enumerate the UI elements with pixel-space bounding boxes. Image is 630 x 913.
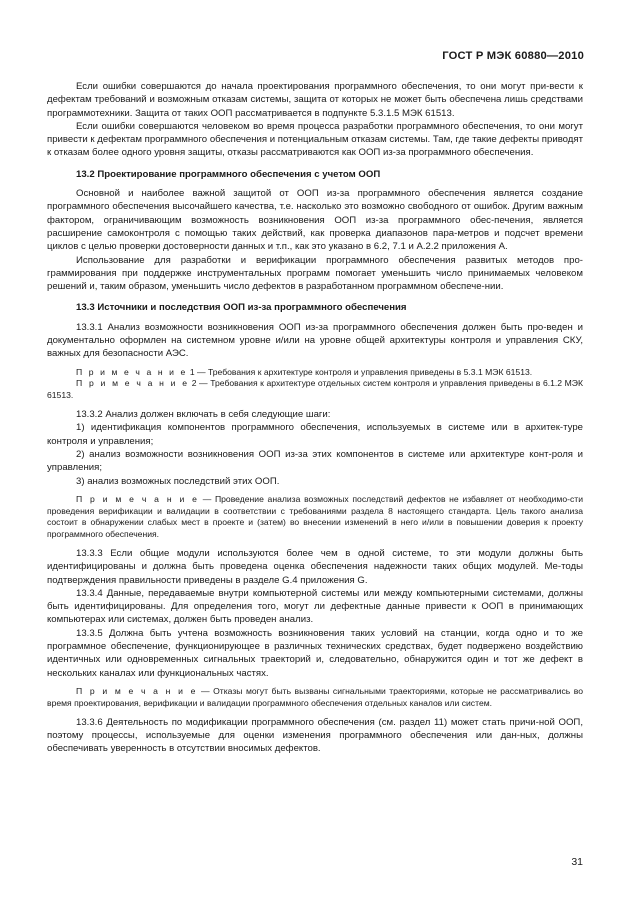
paragraph: Использование для разработки и верификации программного обеспечения развитых методов про-граммирования при поддержке инструментальных программ помогает уменьшить число принимаемых человеком решений и, таким образом, уменьшить число дефектов в разработанном программном обеспече-нии.: [47, 254, 583, 293]
note-label: П р и м е ч а н и е: [76, 493, 200, 504]
page-body: [47, 80, 583, 755]
note-text: — Отказы могут быть вызваны сигнальными траекториями, которые не рассматривались во время проектирования, верификации и валидации программного обеспечения отдельных каналов или систем.: [47, 685, 583, 708]
page-number: 31: [571, 856, 583, 868]
paragraph: 13.3.5 Должна быть учтена возможность возникновения таких условий на станции, когда одно и то же программное обеспечение, функционирующее в различных технических средствах, будет подвержено воздействию идентичных или одновременных сигнальных траекторий и, следовательно, обнаружится один и тот же дефект в нескольких каналах или функциональных частях.: [47, 627, 583, 679]
note-2: [47, 378, 583, 402]
paragraph: Если ошибки совершаются человеком во время процесса разработки программного обеспечения, то они могут привести к дефектам программного обеспечения и потенциальным отказам системы. Там, где такие дефекты приводят к отказам более одного уровня защиты, отказы рассматриваются как ООП из-за программного обеспечения.: [47, 120, 583, 159]
note-text: 2 — Требования к архитектуре отдельных систем контроля и управления приведены в 6.1.2 МЭК 61513.: [47, 378, 583, 401]
note-label: П р и м е ч а н и е: [76, 366, 188, 377]
note-text: — Проведение анализа возможных последствий дефектов не избавляет от необходимо-сти проведения верификации и валидации в соответствии с требованиями раздела 8 настоящего стандарта. Цель такого анализа состоит в обнаружении слабых мест в проекте и (затем) во внесении изменений в него и/или в повышении доверия к проекту программного обеспечения.: [47, 493, 584, 540]
paragraph: 13.3.6 Деятельность по модификации программного обеспечения (см. раздел 11) может стать причи-ной ООП, поэтому процессы, используемые для оценки изменения программного обеспечения или дан-ных, должны обеспечивать уверенность в отсутствии вносимых дефектов.: [47, 716, 583, 755]
section-heading-13-2: 13.2 Проектирование программного обеспечения с учетом ООП: [76, 168, 381, 180]
note-label: П р и м е ч а н и е: [76, 685, 198, 696]
note-3: [47, 494, 583, 541]
list-item: 3) анализ возможных последствий этих ООП.: [76, 475, 280, 487]
note-1: [47, 367, 583, 379]
paragraph: Основной и наиболее важной защитой от ООП из-за программного обеспечения является создание программного обеспечения высочайшего качества, т.е. насколько это возможно свободного от ошибок. Другим важным фактором, ограничивающим возможность возникновения ООП из-за программного обес-печения, является расширение самоконтроля с помощью таких действий, как проверка диапазонов пара-метров и подсчет времени циклов с целью проверки достоверности данных и т.п., как это указано в 6.2, 7.1 и А.2.2 приложения А.: [47, 188, 583, 253]
paragraph: 13.3.1 Анализ возможности возникновения ООП из-за программного обеспечения должен быть про-веден и документально оформлен на системном уровне и/или на уровне общей архитектуры контроля и управления СКУ, важных для безопасности АЭС.: [47, 321, 583, 360]
paragraph: 13.3.3 Если общие модули используются более чем в одной системе, то эти модули должны быть идентифицированы и должна быть проведена оценка обеспечения надежности таких общих модулей. Ме-тоды подтверждения правильности приведены в разделе G.4 приложения G.: [47, 548, 583, 586]
note-text: 1 — Требования к архитектуре контроля и управления приведены в 5.3.1 МЭК 61513.: [189, 366, 533, 377]
paragraph: 13.3.4 Данные, передаваемые внутри компьютерной системы или между компьютерными системами, должны быть идентифицированы. Для определения того, могут ли дефектные данные привести к ООП в принимающих компьютерах или системах, должен быть проведен анализ.: [47, 587, 583, 626]
list-item: 2) анализ возможности возникновения ООП из-за этих компонентов в системе или архитектуре конт-роля и управления;: [47, 448, 583, 474]
paragraph: 13.3.2 Анализ должен включать в себя следующие шаги:: [76, 409, 331, 421]
paragraph: Если ошибки совершаются до начала проектирования программного обеспечения, то они могут при-вести к дефектам требований и возможным отказам системы, защита от которых не может быть обеспечена лишь средствами программотехники. Защита от таких ООП рассматривается в подпункте 5.3.1.5 МЭК 61513.: [47, 81, 583, 119]
list-item: 1) идентификация компонентов программного обеспечения, используемых в системе или в архитек-туре контроля и управления;: [47, 422, 583, 447]
note-4: [47, 686, 583, 710]
note-label: П р и м е ч а н и е: [76, 378, 190, 389]
section-heading-13-3: 13.3 Источники и последствия ООП из-за программного обеспечения: [76, 302, 407, 314]
standard-header: ГОСТ Р МЭК 60880—2010: [442, 50, 584, 62]
